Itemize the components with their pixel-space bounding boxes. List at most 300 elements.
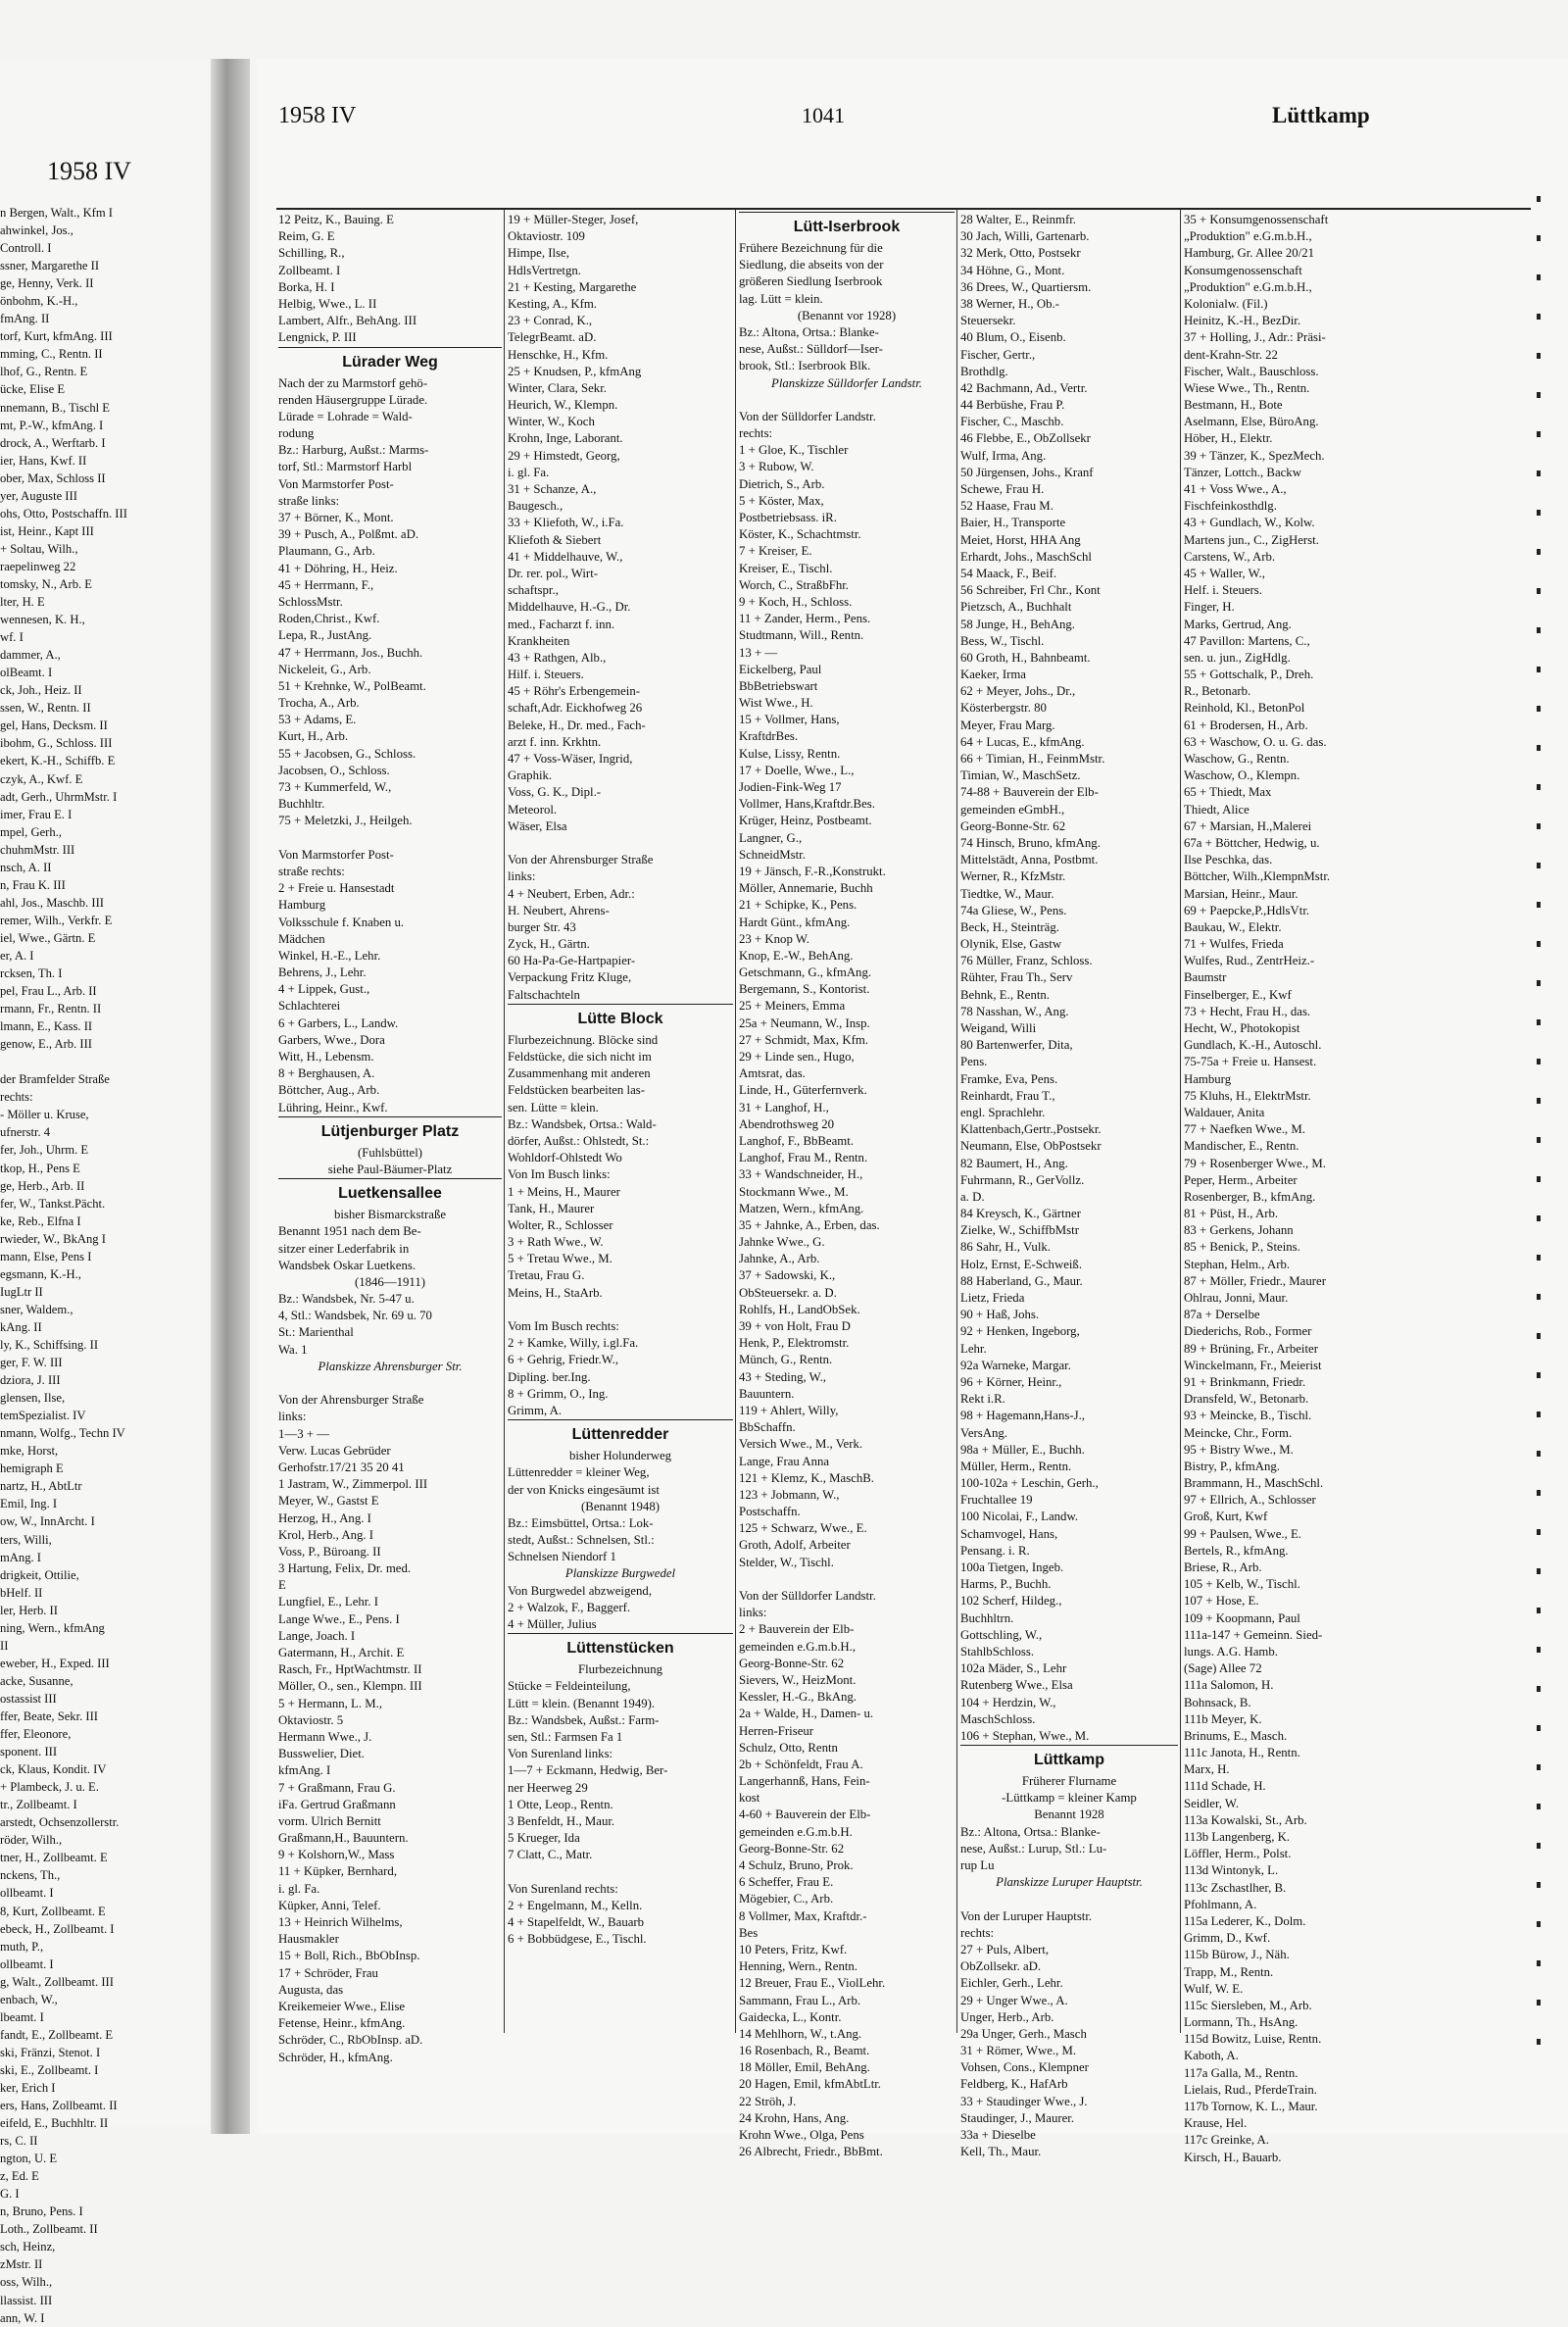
directory-entry: Zusammenhang mit anderen — [508, 1066, 651, 1081]
directory-entry: 43 + Gundlach, W., Kolw. — [1184, 516, 1315, 530]
directory-entry: Brothdlg. — [960, 364, 1008, 378]
directory-entry: Krohn Wwe., Olga, Pens — [739, 2128, 864, 2142]
directory-entry: iFa. Gertrud Graßmann — [278, 1797, 396, 1811]
street-note: (1846—1911) — [354, 1274, 426, 1289]
directory-entry: Oktaviostr. 5 — [278, 1712, 344, 1727]
left-page-line: ffer, Beate, Sekr. III — [0, 1708, 98, 1723]
street-heading: Lürader Weg — [278, 347, 502, 375]
directory-entry: HdlsVertretgn. — [508, 263, 581, 277]
directory-entry: 10 Peters, Fritz, Kwf. — [739, 1942, 848, 1956]
directory-entry: 42 Bachmann, Ad., Vertr. — [960, 380, 1088, 395]
directory-entry: Linde, H., Güterfernverk. — [739, 1083, 867, 1098]
directory-entry — [739, 1571, 955, 1588]
directory-entry: Jahnke Wwe., G. — [739, 1235, 825, 1250]
directory-entry: 115a Lederer, K., Dolm. — [1184, 1913, 1306, 1928]
directory-entry: 63 + Waschow, O. u. G. das. — [1184, 734, 1327, 749]
directory-entry: MaschSchloss. — [960, 1711, 1036, 1726]
left-page-line: z, Ed. E — [0, 2169, 39, 2184]
directory-entry: Nach der zu Marmstorf gehö- — [278, 375, 428, 390]
directory-entry: Meyer, W., Gastst E — [278, 1494, 379, 1509]
left-page-line: lbeamt. I — [0, 2009, 44, 2024]
street-note: (Benannt 1948) — [581, 1499, 660, 1513]
directory-entry: 84 Kreysch, K., Gärtner — [960, 1207, 1081, 1221]
directory-entry: 37 + Holling, J., Adr.: Präsi- — [1184, 330, 1326, 345]
directory-entry: 51 + Krehnke, W., PolBeamt. — [278, 678, 426, 693]
directory-entry: Bohnsack, B. — [1184, 1695, 1251, 1709]
directory-entry: 24 Krohn, Hans, Ang. — [739, 2110, 850, 2125]
directory-entry: H. Neubert, Ahrens- — [508, 903, 610, 917]
directory-entry: „Produktion" e.G.m.b.H., — [1184, 279, 1312, 294]
directory-entry: Von der Luruper Hauptstr. — [960, 1908, 1093, 1923]
directory-entry: Martens jun., C., ZigHerst. — [1184, 532, 1319, 547]
directory-entry: 100 Nicolai, F., Landw. — [960, 1510, 1079, 1524]
directory-entry: Jahnke, A., Arb. — [739, 1252, 820, 1266]
directory-entry: 90 + Haß, Johs. — [960, 1308, 1040, 1322]
directory-entry: 58 Junge, H., BehAng. — [960, 617, 1075, 631]
directory-entry — [508, 835, 733, 852]
directory-entry: Feldberg, K., HafArb — [960, 2077, 1068, 2092]
directory-entry: Waschow, O., Klempn. — [1184, 768, 1300, 783]
directory-entry: Wulf, Irma, Ang. — [960, 448, 1047, 463]
directory-entry: Kreiser, E., Tischl. — [739, 561, 833, 575]
directory-entry: 87 + Möller, Friedr., Maurer — [1184, 1273, 1326, 1288]
directory-entry: 47 + Voss-Wäser, Ingrid, — [508, 752, 633, 766]
directory-entry: Löffler, Herm., Polst. — [1184, 1847, 1292, 1861]
directory-entry: E — [278, 1578, 286, 1593]
directory-entry: Bistry, P., kfmAng. — [1184, 1459, 1281, 1473]
directory-entry: Marsian, Heinr., Maur. — [1184, 886, 1298, 901]
directory-entry: 102a Mäder, S., Lehr — [960, 1661, 1067, 1676]
directory-entry: Zielke, W., SchiffbMstr — [960, 1223, 1079, 1238]
directory-entry: Trapp, M., Rentn. — [1184, 1964, 1274, 1979]
directory-entry: Wolter, R., Schlosser — [508, 1217, 613, 1232]
directory-entry: Lange, Joach. I — [278, 1628, 356, 1643]
directory-entry: ObZollsekr. aD. — [960, 1959, 1042, 1974]
directory-entry: Fuhrmann, R., GerVollz. — [960, 1172, 1085, 1187]
directory-entry: kost — [739, 1791, 760, 1806]
directory-entry: 4 + Stapelfeldt, W., Bauarb — [508, 1915, 645, 1929]
directory-entry: Höber, H., Elektr. — [1184, 431, 1273, 446]
directory-entry: 3 Benfeldt, H., Maur. — [508, 1813, 615, 1828]
directory-entry: Bz.: Eimsbüttel, Ortsa.: Lok- — [508, 1515, 654, 1530]
directory-entry: Postschaffn. — [739, 1505, 801, 1519]
directory-entry: Vohsen, Cons., Klempner — [960, 2060, 1089, 2075]
directory-entry: Bz.: Wandsbek, Ortsa.: Wald- — [508, 1116, 657, 1131]
directory-entry: Diederichs, Rob., Former — [1184, 1324, 1312, 1339]
directory-entry: 40 Blum, O., Eisenb. — [960, 330, 1066, 345]
directory-entry: Beck, H., Steinträg. — [960, 919, 1059, 934]
left-page-line: ers, Hans, Zollbeamt. II — [0, 2099, 118, 2113]
directory-entry: Pens. — [960, 1055, 988, 1069]
left-page-line: ffer, Eleonore, — [0, 1727, 72, 1742]
directory-entry: Winter, Clara, Sekr. — [508, 380, 607, 395]
directory-entry: 99 + Paulsen, Wwe., E. — [1184, 1526, 1302, 1541]
directory-entry: Voss, G. K., Dipl.- — [508, 785, 602, 800]
directory-entry: 73 + Hecht, Frau H., das. — [1184, 1004, 1311, 1018]
left-page-line: nckens, Th., — [0, 1868, 61, 1883]
directory-entry: Bz.: Wandsbek, Nr. 5-47 u. — [278, 1292, 415, 1307]
directory-entry: Dr. rer. pol., Wirt- — [508, 566, 599, 580]
directory-entry: Mittelstädt, Anna, Postbmt. — [960, 853, 1099, 867]
directory-entry: Rohlfs, H., LandObSek. — [739, 1302, 860, 1316]
directory-entry: Wohldorf-Ohlstedt Wo — [508, 1151, 622, 1165]
left-page-line: pel, Frau L., Arb. II — [0, 984, 97, 999]
directory-entry: kfmAng. I — [278, 1763, 331, 1778]
directory-entry: 78 Nasshan, W., Ang. — [960, 1004, 1069, 1018]
column-divider — [956, 210, 957, 2033]
left-page-line: imer, Frau E. I — [0, 807, 73, 821]
directory-entry: engl. Sprachlehr. — [960, 1105, 1046, 1119]
directory-entry: Krause, Hel. — [1184, 2116, 1248, 2131]
directory-entry: Schilling, R., — [278, 246, 345, 261]
directory-entry: Bertels, R., kfmAng. — [1184, 1543, 1289, 1558]
left-page-line: mt, P.-W., kfmAng. I — [0, 418, 104, 432]
street-note: siehe Paul-Bäumer-Platz — [327, 1162, 453, 1176]
directory-entry — [278, 1375, 502, 1392]
directory-entry: 2b + Schönfeldt, Frau A. — [739, 1757, 863, 1771]
directory-entry: größeren Siedlung Iserbrook — [739, 274, 883, 289]
directory-entry: 76 Müller, Franz, Schloss. — [960, 954, 1093, 968]
directory-entry: Middelhauve, H.-G., Dr. — [508, 600, 631, 615]
left-page-line: tr., Zollbeamt. I — [0, 1798, 77, 1812]
directory-entry: Worch, C., StraßbFhr. — [739, 577, 850, 592]
directory-entry: Garbers, Wwe., Dora — [278, 1032, 385, 1047]
directory-entry: 79 + Rosenberger Wwe., M. — [1184, 1156, 1326, 1170]
directory-entry: 29 + Unger Wwe., A. — [960, 1993, 1068, 2007]
directory-entry: 15 + Boll, Rich., BbObInsp. — [278, 1949, 420, 1963]
left-page-line: drock, A., Werftarb. I — [0, 435, 106, 450]
left-page-line: adt, Gerh., UhrmMstr. I — [0, 789, 118, 804]
street-note: bisher Holunderweg — [568, 1449, 672, 1463]
left-page-line: ufnerstr. 4 — [0, 1125, 51, 1140]
directory-entry: Lungfiel, E., Lehr. I — [278, 1595, 378, 1609]
directory-entry: 65 + Thiedt, Max — [1184, 785, 1272, 800]
directory-entry: i. gl. Fa. — [508, 465, 550, 479]
directory-entry: 4, Stl.: Wandsbek, Nr. 69 u. 70 — [278, 1309, 432, 1323]
directory-entry: 41 + Middelhauve, W., — [508, 549, 623, 564]
directory-entry: Behnk, E., Rentn. — [960, 987, 1050, 1002]
directory-entry: 50 Jürgensen, Johs., Kranf — [960, 465, 1094, 479]
directory-entry: Augusta, das — [278, 1982, 344, 1997]
directory-entry: 75 Kluhs, H., ElektrMstr. — [1184, 1088, 1311, 1103]
left-page-line: nnemann, B., Tischl E — [0, 400, 110, 415]
directory-entry: Stelder, W., Tischl. — [739, 1555, 834, 1569]
directory-entry: sen, Stl.: Farmsen Fa 1 — [508, 1729, 623, 1744]
directory-entry: Graphik. — [508, 768, 553, 783]
directory-entry: Dipling. ber.Ing. — [508, 1369, 591, 1384]
directory-entry: 4 Schulz, Bruno, Prok. — [739, 1858, 854, 1872]
directory-entry: Groß, Kurt, Kwf — [1184, 1510, 1268, 1524]
directory-entry: Baugesch., — [508, 499, 564, 514]
directory-entry: Helf. i. Steuers. — [1184, 583, 1262, 598]
directory-entry: rechts: — [960, 1925, 995, 1940]
directory-entry: 125 + Schwarz, Wwe., E. — [739, 1521, 867, 1536]
directory-entry: Eichler, Gerh., Lehr. — [960, 1976, 1063, 1991]
directory-entry: 89 + Brüning, Fr., Arbeiter — [1184, 1341, 1318, 1356]
left-page-line: fer, W., Tankst.Pächt. — [0, 1196, 106, 1211]
directory-entry: 1 + Meins, H., Maurer — [508, 1184, 620, 1199]
directory-entry: 117b Tornow, K. L., Maur. — [1184, 2100, 1318, 2113]
left-page-line: - Möller u. Kruse, — [0, 1108, 89, 1122]
directory-entry: ObSteuersekr. a. D. — [739, 1285, 837, 1300]
directory-entry: Böttcher, Aug., Arb. — [278, 1083, 380, 1098]
directory-entry: links: — [739, 1606, 767, 1620]
directory-entry: Reinhold, Kl., BetonPol — [1184, 701, 1305, 716]
left-page-line: rmann, Fr., Rentn. II — [0, 1002, 102, 1016]
directory-entry: gemeinden e.G.m.b.H., — [739, 1639, 857, 1654]
directory-entry: 8 + Grimm, O., Ing. — [508, 1386, 609, 1401]
left-page-line: ssen, W., Rentn. II — [0, 701, 91, 716]
directory-entry: Voss, P., Büroang. II — [278, 1544, 381, 1559]
directory-entry: 21 + Kesting, Margarethe — [508, 279, 637, 294]
directory-entry: Knop, E.-W., BehAng. — [739, 948, 854, 963]
street-note: Flurbezeichnung — [578, 1662, 662, 1677]
directory-entry: Witt, H., Lebensm. — [278, 1050, 374, 1064]
directory-entry: 15 + Vollmer, Hans, — [739, 713, 840, 727]
directory-entry: Lielais, Rud., PferdeTrain. — [1184, 2082, 1318, 2097]
directory-entry: schaft,Adr. Eickhofweg 26 — [508, 701, 643, 716]
directory-entry: Mögebier, C., Arb. — [739, 1892, 834, 1906]
directory-entry: 13 + Heinrich Wilhelms, — [278, 1915, 403, 1929]
directory-entry: Klattenbach,Gertr.,Postsekr. — [960, 1122, 1102, 1137]
directory-entry: Bz.: Altona, Ortsa.: Blanke- — [739, 324, 879, 339]
directory-entry: Helbig, Wwe., L. II — [278, 296, 377, 311]
directory-entry: Baukau, W., Elektr. — [1184, 919, 1282, 934]
directory-entry: Kliefoth & Siebert — [508, 532, 602, 547]
left-page-line: lter, H. E — [0, 595, 45, 610]
directory-entry: Getschmann, G., kfmAng. — [739, 965, 872, 980]
left-page-line: mann, Else, Pens I — [0, 1249, 92, 1263]
directory-entry: Hilf. i. Steuers. — [508, 668, 584, 682]
left-page-line: muth, P., — [0, 1939, 44, 1954]
directory-entry: Von der Sülldorfer Landstr. — [739, 1589, 876, 1603]
directory-entry: Bauuntern. — [739, 1386, 795, 1401]
directory-entry: Wist Wwe., H. — [739, 696, 813, 711]
directory-entry: 1—7 + Eckmann, Hedwig, Ber- — [508, 1763, 668, 1778]
directory-entry: Benannt 1951 nach dem Be- — [278, 1224, 421, 1239]
directory-entry: Kell, Th., Maur. — [960, 2145, 1042, 2159]
directory-entry: 39 + Pusch, A., Polßmt. aD. — [278, 527, 419, 542]
directory-entry: Graßmann,H., Bauuntern. — [278, 1831, 409, 1846]
directory-entry: Tretau, Frau G. — [508, 1268, 585, 1283]
directory-entry: SchneidMstr. — [739, 847, 806, 862]
left-page-line: nsch, A. II — [0, 860, 52, 874]
left-page-line: mke, Horst, — [0, 1444, 59, 1459]
directory-entry: Langerhannß, Hans, Fein- — [739, 1774, 870, 1789]
directory-entry: Buchhltrn. — [960, 1610, 1014, 1625]
directory-entry: 95 + Bistry Wwe., M. — [1184, 1442, 1294, 1457]
directory-entry: R., Betonarb. — [1184, 684, 1251, 699]
directory-entry: Nickeleit, G., Arb. — [278, 662, 371, 676]
left-page-line: arstedt, Ochsenzollerstr. — [0, 1815, 120, 1830]
directory-entry: burger Str. 43 — [508, 919, 576, 934]
directory-entry: Bes — [739, 1925, 759, 1940]
directory-entry: 23 + Conrad, K., — [508, 314, 593, 328]
directory-entry: Georg-Bonne-Str. 62 — [739, 1656, 845, 1670]
directory-entry: 115c Siersleben, M., Arb. — [1184, 1998, 1312, 2012]
map-reference: Planskizze Burgwedel — [564, 1566, 676, 1581]
directory-entry: 9 + Koch, H., Schloss. — [739, 594, 853, 609]
directory-entry: Kösterbergstr. 80 — [960, 701, 1047, 716]
directory-entry: Wäser, Elsa — [508, 818, 567, 833]
directory-entry: a. D. — [960, 1189, 985, 1204]
left-page-line: G. I — [0, 2187, 20, 2202]
directory-entry: Kirsch, H., Bauarb. — [1184, 2150, 1282, 2164]
directory-entry: Ohlrau, Jonni, Maur. — [1184, 1291, 1289, 1305]
left-page-line: rs, C. II — [0, 2134, 38, 2149]
directory-entry: Kessler, H.-G., BkAng. — [739, 1690, 857, 1705]
left-page-line: n, Frau K. III — [0, 877, 66, 892]
directory-entry: 54 Maack, F., Beif. — [960, 566, 1057, 580]
directory-entry: 33 + Staudinger Wwe., J. — [960, 2094, 1088, 2108]
directory-entry: 8 Vollmer, Max, Kraftdr.- — [739, 1908, 867, 1923]
directory-entry: 5 + Köster, Max, — [739, 493, 824, 508]
directory-entry: Lietz, Frieda — [960, 1291, 1025, 1305]
left-page-line: iel, Wwe., Gärtn. E — [0, 930, 96, 945]
directory-entry: Feldstücken bearbeiten las- — [508, 1083, 646, 1098]
directory-entry — [960, 1891, 1178, 1907]
left-page-line: ck, Klaus, Kondit. IV — [0, 1762, 107, 1777]
directory-entry: Neumann, Else, ObPostsekr — [960, 1139, 1102, 1154]
directory-entry: Gerhofstr.17/21 35 20 41 — [278, 1460, 405, 1474]
directory-entry: 43 + Steding, W., — [739, 1369, 826, 1384]
directory-entry: 37 + Sadowski, K., — [739, 1268, 836, 1283]
directory-entry: Waschow, G., Rentn. — [1184, 752, 1290, 766]
directory-entry: Herzog, H., Ang. I — [278, 1510, 371, 1525]
directory-entry: 45 + Röhr's Erbengemein- — [508, 684, 640, 699]
street-note: bisher Bismarckstraße — [333, 1208, 447, 1222]
street-heading: Luetkensallee — [278, 1178, 502, 1207]
directory-entry: 28 Walter, E., Reinmfr. — [960, 213, 1076, 226]
directory-entry: 17 + Schröder, Frau — [278, 1965, 378, 1980]
directory-entry: 19 + Müller-Steger, Josef, — [508, 213, 639, 226]
directory-entry: 41 + Döhring, H., Heiz. — [278, 561, 398, 575]
directory-entry: Gaidecka, L., Kontr. — [739, 2009, 842, 2024]
street-heading: Lüttenredder — [508, 1419, 733, 1448]
directory-entry: 26 Albrecht, Friedr., BbBmt. — [739, 2145, 883, 2159]
directory-entry: St.: Marienthal — [278, 1325, 354, 1340]
left-page-line: mpel, Gerh., — [0, 824, 62, 839]
directory-entry: ner Heerweg 29 — [508, 1780, 588, 1795]
left-page-line: II — [0, 1638, 9, 1653]
directory-entry: 96 + Körner, Heinr., — [960, 1374, 1062, 1389]
street-heading: Lütte Block — [508, 1004, 733, 1032]
directory-entry: 23 + Knop W. — [739, 931, 809, 946]
directory-entry: 75-75a + Freie u. Hansest. — [1184, 1055, 1317, 1069]
left-page-line: ly, K., Schiffsing. II — [0, 1338, 99, 1352]
column-divider — [1180, 210, 1181, 2033]
directory-entry: lag. Lütt = klein. — [739, 291, 823, 306]
left-page-line: önbohm, K.-H., — [0, 294, 78, 309]
directory-entry: Böttcher, Wilh.,KlempnMstr. — [1184, 869, 1331, 884]
left-page-line: Emil, Ing. I — [0, 1497, 58, 1511]
directory-entry: Winkel, H.-E., Lehr. — [278, 948, 381, 963]
directory-entry: Hausmakler — [278, 1932, 339, 1947]
left-page-line: dammer, A., — [0, 648, 61, 663]
page-number: 1041 — [802, 103, 845, 127]
left-page-line: gel, Hans, Decksm. II — [0, 718, 108, 733]
directory-entry: Lange Wwe., E., Pens. I — [278, 1611, 400, 1626]
directory-entry: 4-60 + Bauverein der Elb- — [739, 1807, 871, 1822]
directory-entry: Finger, H. — [1184, 600, 1235, 615]
directory-entry: 2a + Walde, H., Damen- u. — [739, 1707, 874, 1721]
directory-entry: 60 Ha-Pa-Ge-Hartpapier- — [508, 954, 636, 968]
directory-entry: (Sage) Allee 72 — [1184, 1661, 1262, 1676]
directory-entry: 2 + Engelmann, M., Kelln. — [508, 1898, 643, 1912]
left-page-line: ücke, Elise E — [0, 382, 66, 397]
directory-entry: 111a-147 + Gemeinn. Sied- — [1184, 1627, 1323, 1642]
directory-entry: Carstens, W., Arb. — [1184, 549, 1276, 564]
street-note: Benannt 1928 — [1034, 1807, 1104, 1822]
directory-entry: 25 + Meiners, Emma — [739, 999, 846, 1014]
directory-entry: KraftdrBes. — [739, 729, 799, 744]
directory-entry: Fruchtallee 19 — [960, 1493, 1033, 1508]
left-page-line: ge, Henny, Verk. II — [0, 276, 94, 291]
left-page-line: nmann, Wolfg., Techn IV — [0, 1426, 125, 1441]
directory-entry: Fischer, C., Maschb. — [960, 415, 1064, 429]
directory-entry: 18 Möller, Emil, BehAng. — [739, 2060, 870, 2075]
directory-entry: 41 + Voss Wwe., A., — [1184, 482, 1287, 496]
directory-entry: schaftspr., — [508, 583, 559, 598]
directory-entry: Zyck, H., Gärtn. — [508, 937, 590, 952]
left-page-line: czyk, A., Kwf. E — [0, 771, 83, 786]
directory-entry: 71 + Wulfes, Frieda — [1184, 937, 1284, 952]
directory-entry: Studtmann, Will., Rentn. — [739, 628, 864, 643]
directory-entry: 80 Bartenwerfer, Dita, — [960, 1038, 1073, 1053]
left-page-line: er, A. I — [0, 948, 34, 963]
left-page-line: ebeck, H., Zollbeamt. I — [0, 1921, 115, 1936]
directory-entry: 53 + Adams, E. — [278, 713, 357, 727]
street-note: (Fuhlsbüttel) — [357, 1145, 423, 1160]
directory-entry: Meiet, Horst, HHA Ang — [960, 532, 1081, 547]
left-page-line: rwieder, W., BkAng I — [0, 1231, 106, 1246]
street-note: Früherer Flurname — [1021, 1774, 1117, 1789]
left-page-line: ssner, Margarethe II — [0, 259, 100, 273]
left-page-line: llassist. III — [0, 2293, 53, 2307]
left-page-line: mming, C., Rentn. II — [0, 347, 103, 362]
directory-entry: sen. Lütte = klein. — [508, 1100, 599, 1114]
left-page-line: bHelf. II — [0, 1585, 43, 1600]
directory-entry: 12 Peitz, K., Bauing. E — [278, 213, 395, 226]
street-note: (Benannt vor 1928) — [797, 308, 897, 322]
left-page-line: torf, Kurt, kfmAng. III — [0, 329, 113, 344]
directory-entry: sen. u. jun., ZigHdlg. — [1184, 650, 1291, 665]
left-page-line: olBeamt. I — [0, 666, 53, 680]
directory-entry: Fischfeinkosthdlg. — [1184, 499, 1277, 514]
directory-entry: Kaeker, Irma — [960, 668, 1026, 682]
directory-entry: Groth, Adolf, Arbeiter — [739, 1538, 851, 1553]
directory-entry: Von der Ahrensburger Straße — [508, 853, 654, 867]
left-page-line: eifeld, E., Buchhltr. II — [0, 2116, 109, 2131]
directory-entry: straße rechts: — [278, 864, 345, 878]
left-page-line: genow, E., Arb. III — [0, 1037, 92, 1052]
column-2 — [508, 212, 733, 2035]
directory-entry: 8 + Berghausen, A. — [278, 1066, 375, 1081]
left-page-line: ning, Wern., kfmAng — [0, 1620, 105, 1635]
directory-entry: 9 + Kolshorn,W., Mass — [278, 1848, 395, 1862]
directory-entry — [508, 1302, 733, 1318]
directory-entry: 91 + Brinkmann, Friedr. — [1184, 1374, 1306, 1389]
directory-entry: 29a Unger, Gerh., Masch — [960, 2026, 1087, 2041]
directory-entry: Faltschachteln — [508, 987, 580, 1002]
directory-entry: links: — [508, 869, 536, 884]
directory-entry: Pietzsch, A., Buchhalt — [960, 600, 1072, 615]
directory-entry: Schewe, Frau H. — [960, 482, 1045, 496]
directory-entry: 17 + Doelle, Wwe., L., — [739, 763, 855, 777]
directory-entry: 1 Jastram, W., Zimmerpol. III — [278, 1477, 428, 1492]
directory-entry: Matzen, Wern., kfmAng. — [739, 1201, 864, 1215]
left-page-line: ohs, Otto, Postschaffn. III — [0, 506, 127, 520]
